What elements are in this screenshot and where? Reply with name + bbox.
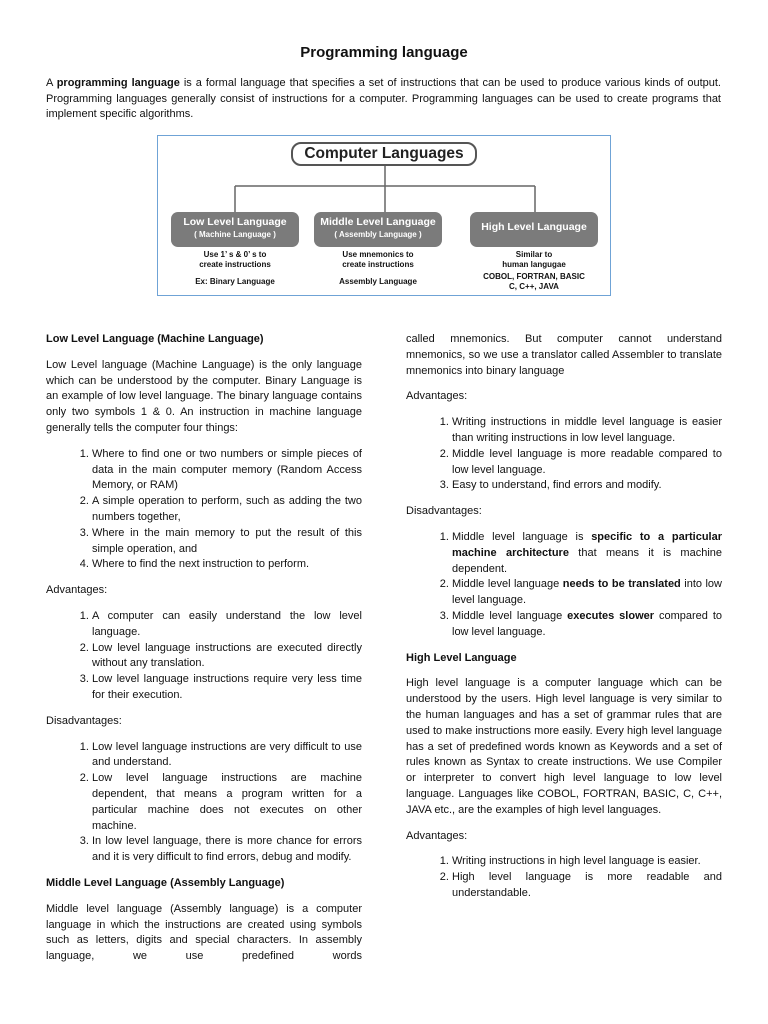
middle-level-sub: ( Assembly Language )	[334, 230, 422, 239]
low-level-heading: Low Level Language (Machine Language)	[46, 333, 264, 345]
middle-level-paragraph-b: called mnemonics. But computer cannot understand mnemonics, so we use a translator called Assembler to translate mnemonics into binary language	[406, 333, 722, 377]
high-level-heading: High Level Language	[406, 651, 517, 664]
middle-advantages-list	[406, 415, 722, 494]
computer-languages-figure	[157, 135, 611, 296]
low-level-things-list	[46, 447, 362, 573]
dis1-post: that means it is machine dependent.	[452, 546, 722, 575]
high-advantages-label: Advantages:	[406, 829, 468, 842]
high-level-desc	[470, 250, 598, 270]
intro-term: programming language	[56, 77, 180, 89]
list-item: 3. Where in the main memory to put the result of this simple operation, and	[92, 526, 362, 558]
list-item: 2. A simple operation to perform, such as adding the two numbers together,	[92, 494, 362, 526]
high-level-name: High Level Language	[481, 221, 587, 233]
list-item: 1. A computer can easily understand the low level language.	[92, 609, 362, 641]
list-item: 3. Low level language instructions require very less time for their execution.	[92, 672, 362, 704]
list-item: 1. Where to find one or two numbers or simple pieces of data in the main computer memory (Random Access Memory, or RAM)	[92, 447, 362, 494]
list-item: 2. High level language is more readable and understandable.	[452, 870, 722, 902]
high-level-box	[470, 212, 598, 247]
high-level-paragraph: High level language is a computer language which can be understood by the users. High level language is very similar to the human languages and has a set of grammar rules that are used to make instructions more easily. Every high level language has a set of predefined words known as Keywords and a set of rules known as Syntax to create instructions. We use Compiler or interpreter to convert high level language to low level language. Languages like COBOL, FORTRAN, BASIC, C, C++, JAVA etc., are the examples of high level languages.	[406, 677, 722, 816]
low-level-desc-line2: create instructions	[199, 260, 271, 269]
list-item	[452, 577, 722, 609]
dis1-pre: Middle level language is	[452, 530, 592, 543]
list-item: 3. In low level language, there is more chance for errors and it is very difficult to find errors, debug and modify.	[92, 834, 362, 866]
middle-level-example: Assembly Language	[339, 277, 417, 286]
high-advantages-list	[406, 854, 722, 901]
list-item: 2. Middle level language is more readable compared to low level language.	[452, 447, 722, 479]
left-column	[46, 332, 362, 975]
intro-prefix: A	[46, 77, 57, 89]
dis3-bold: executes slower	[567, 609, 655, 622]
list-item	[452, 609, 722, 641]
middle-disadvantages-label: Disadvantages:	[406, 505, 482, 518]
middle-level-desc	[314, 250, 442, 270]
middle-level-name: Middle Level Language	[320, 216, 436, 228]
dis1-bold: specific to a particular machine architecture	[452, 530, 722, 559]
low-level-example: Ex: Binary Language	[195, 277, 275, 286]
low-disadvantages-list	[46, 740, 362, 866]
page-title: Programming language	[300, 44, 468, 61]
low-level-box	[171, 212, 299, 247]
dis2-pre: Middle level language	[452, 578, 563, 591]
high-level-example-line1: COBOL, FORTRAN, BASIC	[483, 272, 585, 281]
high-level-desc-line1: Similar to	[515, 250, 553, 259]
low-level-sub: ( Machine Language )	[194, 230, 276, 239]
figure-title: Computer Languages	[291, 142, 477, 166]
list-item: 2. Low level language instructions are executed directly without any translation.	[92, 641, 362, 673]
middle-disadvantages-list	[406, 530, 722, 641]
middle-level-paragraph-a: Middle level language (Assembly language) is a computer language in which the instructions are created using symbols such as letters, digits and special characters. In assembly language, we use predefined words	[46, 902, 362, 963]
list-item: 3. Easy to understand, find errors and modify.	[452, 478, 722, 494]
low-advantages-label: Advantages:	[46, 584, 108, 597]
low-level-desc	[171, 250, 299, 270]
dis3-post: compared to low level language.	[452, 609, 723, 638]
list-item	[452, 530, 722, 577]
low-level-paragraph: Low Level language (Machine Language) is the only language which can be understood by the computer. Binary Language is an example of low level language. The binary language contains only two symbols 1 & 0. An instruction in machine language generally tells the computer four things:	[46, 358, 362, 434]
middle-level-heading: Middle Level Language (Assembly Language)	[46, 876, 285, 889]
list-item: 1. Low level language instructions are very difficult to use and understand.	[92, 740, 362, 772]
intro-rest: is a formal language that specifies a set of instructions that can be used to produce various kinds of output. Programming languages generally consist of instructions for a computer. Programming languages can be used to create programs that implement specific algorithms.	[46, 77, 721, 120]
dis2-bold: needs to be translated	[562, 578, 681, 591]
low-advantages-list	[46, 609, 362, 704]
list-item: 1. Writing instructions in high level language is easier.	[452, 854, 722, 870]
list-item: 2. Low level language instructions are machine dependent, that means a program written for a particular machine does not executes on other machine.	[92, 771, 362, 834]
low-level-name: Low Level Language	[183, 216, 287, 228]
high-level-example	[470, 272, 598, 292]
dis2-post: into low level language.	[452, 578, 722, 607]
list-item: 4. Where to find the next instruction to perform.	[92, 557, 362, 573]
right-column	[406, 332, 722, 912]
middle-level-desc-line2: create instructions	[342, 260, 414, 269]
middle-advantages-label: Advantages:	[406, 390, 468, 403]
middle-level-desc-line1: Use mnemonics to	[342, 250, 414, 259]
low-disadvantages-label: Disadvantages:	[46, 714, 122, 727]
dis3-pre: Middle level language	[452, 609, 568, 622]
list-item: 1. Writing instructions in middle level language is easier than writing instructions in low level language.	[452, 415, 722, 447]
intro-paragraph	[46, 76, 721, 123]
middle-level-box	[314, 212, 442, 247]
high-level-example-line2: C, C++, JAVA	[509, 282, 559, 291]
high-level-desc-line2: human langugae	[502, 260, 566, 269]
low-level-desc-line1: Use 1’ s & 0’ s to	[203, 250, 267, 259]
